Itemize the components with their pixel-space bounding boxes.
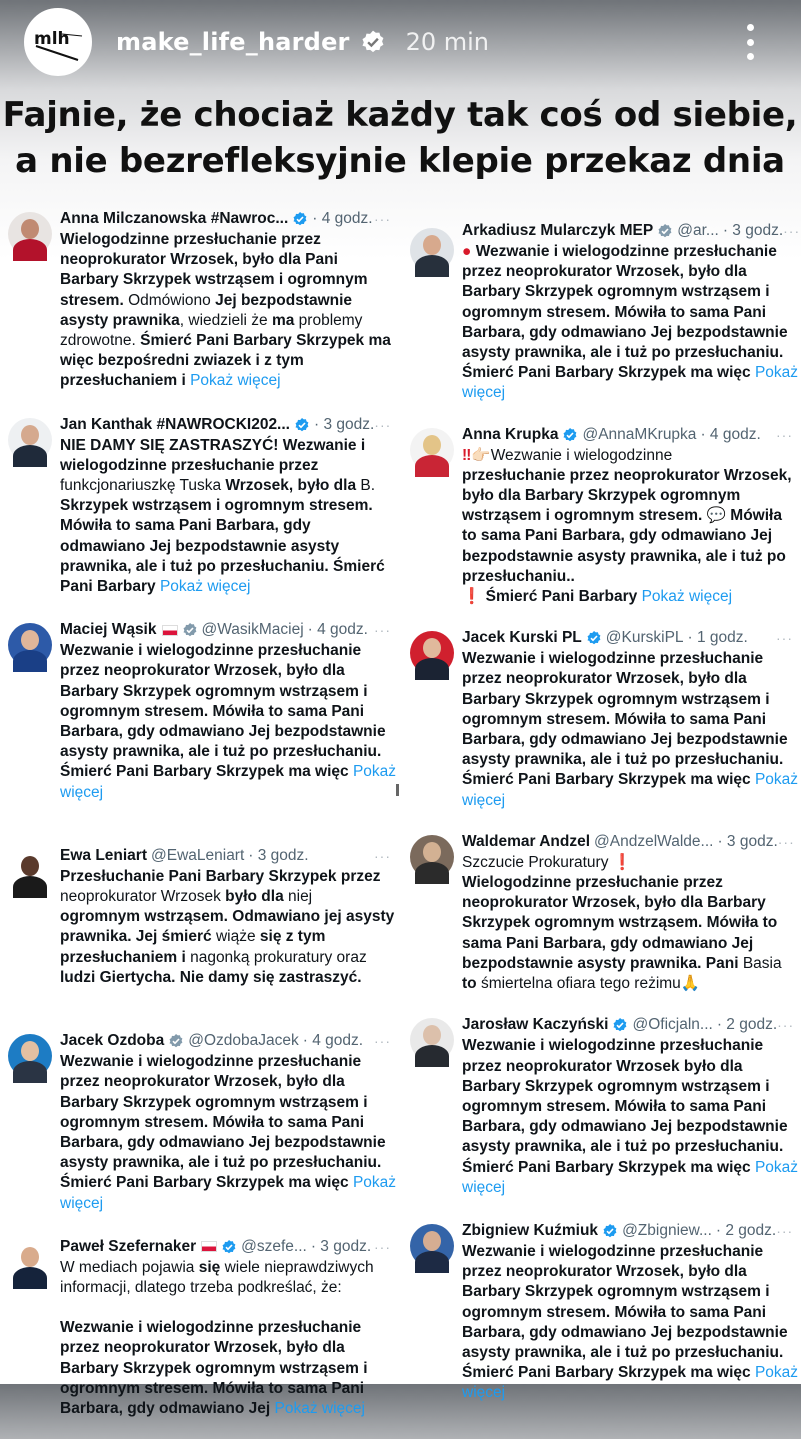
show-more-link[interactable]: Pokaż więcej (159, 578, 251, 596)
show-more-link[interactable]: Pokaż (754, 771, 799, 789)
author-handle[interactable]: @AndzelWalde... (594, 832, 714, 850)
verified-icon (294, 417, 310, 433)
author-handle[interactable]: @EwaLeniart (151, 846, 245, 864)
tweet-header (462, 424, 801, 446)
more-icon[interactable]: ··· (776, 1222, 794, 1239)
tweet-text: Wezwanie i wielogodzinne przesłuchanie przez neoprokurator Wrzosek, było dla Barbary Skrzypek ogromnym wstrząsem i ogromnym stresem. Mówiła to sama Pani Barbara, gdy odmawiano Jej bezpodstawnie asysty prawnika, ale i tuż po przesłuchaniu. Śmierć Pani Barbary Skrzypek ma więc Pokaż więcej (60, 642, 397, 801)
avatar[interactable] (24, 8, 92, 76)
tweet[interactable] (4, 1236, 399, 1419)
tweet-time: · 4 godz. (307, 621, 368, 639)
author-name[interactable]: Arkadiusz Mularczyk MEP (462, 222, 654, 239)
tweet-text: Wezwanie i wielogodzinne przesłuchanie przez neoprokurator Wrzosek, było dla Barbary Skrzypek ogromnym wstrząsem i ogromnym stresem. Mówiła to sama Pani Barbara, gdy odmawiano Jej bezpodstawnie asysty prawnika, ale i tuż po przesłuchaniu. Śmierć Pani Barbary Skrzypek ma więc Pokaż więcej (462, 1242, 799, 1402)
story-username[interactable]: make_life_harder (116, 28, 350, 56)
author-name[interactable]: Jacek Ozdoba (60, 1032, 165, 1050)
show-more-link[interactable]: Pokaż więcej (190, 372, 281, 390)
author-name[interactable]: Waldemar Andzel (462, 832, 591, 850)
red-circle-icon: ● (462, 243, 472, 260)
author-handle[interactable]: @OzdobaJacek (188, 1032, 299, 1050)
tweet[interactable] (406, 424, 801, 608)
exclamation-icon: ❗ (462, 588, 482, 606)
avatar[interactable] (410, 835, 454, 879)
tweet-header (60, 414, 399, 436)
tweet-time: · 3 godz. (313, 415, 375, 433)
tweet-text: NIE DAMY SIĘ ZASTRASZYĆ! Wezwanie i wielogodzinne przesłuchanie przez funkcjonariuszkę Tuska Wrzosek, było dla B. Skrzypek wstrząsem i ogromnym stresem. Mówiła to sama Pani Barbara, gdy odmawiano Jej bezpodstawnie asysty prawnika, ale i tuż po przesłuchaniu. Śmierć Pani Barbary Pokaż więcej (60, 436, 385, 596)
story-time: 20 min (405, 28, 490, 56)
tweet[interactable] (4, 1030, 399, 1214)
verified-icon (586, 630, 602, 646)
show-more-link[interactable]: więcej (462, 1178, 506, 1196)
tweet[interactable] (406, 220, 801, 404)
author-name[interactable]: Jarosław Kaczyński (462, 1016, 609, 1034)
tweet-time: · 1 godz. (687, 629, 748, 647)
avatar[interactable] (8, 849, 52, 893)
tweet-time: · 4 godz. (302, 1032, 364, 1050)
tweet-header (462, 831, 801, 853)
show-more-link[interactable]: Pokaż więcej (274, 1399, 365, 1417)
tweet[interactable] (4, 845, 399, 988)
author-handle[interactable]: @KurskiPL (605, 629, 684, 647)
avatar[interactable] (8, 623, 52, 667)
more-icon[interactable]: ··· (374, 211, 391, 227)
avatar[interactable] (410, 428, 454, 472)
avatar[interactable] (410, 1224, 454, 1268)
double-exclamation-icon: ‼ (462, 446, 472, 464)
verified-icon (182, 622, 198, 638)
author-name[interactable]: Zbigniew Kuźmiuk (462, 1221, 599, 1239)
author-handle[interactable]: @ar... (677, 222, 719, 239)
show-more-link[interactable]: więcej (60, 783, 104, 801)
tweet-text: Wielogodzinne przesłuchanie przez neoprokurator Wrzosek, było dla Pani Barbary Skrzypek wstrząsem i ogromnym stresem. Odmówiono Jej bezpodstawnie asysty prawnika, wiedzieli że ma problemy zdrowotne. Śmierć Pani Barbary Skrzypek ma więc bezpośredni zwiazek i z tym przesłuchaniem i Pokaż więcej (60, 231, 391, 390)
tweet-header (60, 1236, 399, 1258)
avatar[interactable] (410, 228, 454, 272)
tweet-text: Wezwanie i wielogodzinne przesłuchanie przez neoprokurator Wrzosek, było dla Barbary Skrzypek ogromnym wstrząsem i ogromnym stresem. Mówiła to sama Pani Barbara, gdy odmawiano Jej bezpodstawnie asysty prawnika, ale i tuż po przesłuchaniu. Śmierć Pani Barbary Skrzypek ma więc Pokaż więcej (462, 650, 799, 809)
show-more-link[interactable]: Pokaż (352, 1174, 397, 1192)
tweet-header (462, 220, 801, 242)
author-name[interactable]: Ewa Leniart (60, 846, 147, 864)
more-options-icon[interactable] (740, 24, 760, 60)
avatar[interactable] (8, 1240, 52, 1284)
left-column (4, 208, 399, 1439)
author-handle[interactable]: @WasikMaciej (201, 621, 304, 639)
tweet-header (60, 1030, 399, 1052)
more-icon[interactable]: ··· (374, 1033, 391, 1050)
show-more-link[interactable]: więcej (462, 1384, 506, 1402)
author-handle[interactable]: @szefe... (241, 1237, 307, 1255)
tweet[interactable] (406, 831, 801, 994)
more-icon[interactable]: ··· (777, 833, 795, 850)
tweet-header (60, 208, 399, 230)
more-icon[interactable]: ··· (783, 223, 801, 239)
more-icon[interactable]: ··· (374, 622, 391, 639)
exclamation-icon: ❗ (612, 853, 633, 871)
svg-text:mlh: mlh (34, 29, 70, 49)
show-more-link[interactable]: więcej (462, 791, 506, 809)
tweet[interactable] (4, 619, 399, 803)
tweet[interactable] (406, 627, 801, 811)
show-more-link[interactable]: Pokaż (352, 763, 397, 781)
tweet-text: ‼👉🏻Wezwanie i wielogodzinne przesłuchanie przez neoprokurator Wrzosek, było dla Barbary Skrzypek ogromnym wstrząsem i ogromnym stresem. 💬 Mówiła to sama Pani Barbara, gdy odmawiano Jej bezpodstawnie asysty prawnika, ale i tuż po przesłuchaniu.. ❗ Śmierć Pani Barbary Pokaż więcej (462, 446, 792, 606)
avatar[interactable] (8, 418, 52, 462)
tweet-text: Wezwanie i wielogodzinne przesłuchanie przez neoprokurator Wrzosek, było dla Barbary Skrzypek ogromnym wstrząsem i ogromnym stresem. Mówiła to sama Pani Barbara, gdy odmawiano Jej bezpodstawnie asysty prawnika, ale i tuż po przesłuchaniu. Śmierć Pani Barbary Skrzypek ma więc Pokaż więcej (60, 1053, 397, 1212)
tweet-header (60, 845, 399, 867)
headline (0, 92, 800, 184)
more-icon[interactable]: ··· (776, 630, 793, 647)
author-name[interactable]: Jacek Kurski PL (462, 629, 582, 647)
pointing-hand-icon: 👉🏻 (471, 446, 491, 464)
right-column (406, 220, 801, 1424)
tweet-time: · 3 godz. (722, 222, 784, 239)
author-name[interactable]: Jan Kanthak #NAWROCKI202... (60, 415, 290, 433)
author-name[interactable]: Anna Krupka (462, 425, 559, 443)
tweet[interactable] (406, 1014, 801, 1198)
tweet-header (462, 627, 801, 649)
author-handle[interactable]: @Zbigniew... (622, 1221, 712, 1239)
avatar[interactable] (410, 631, 454, 675)
verified-icon (360, 29, 386, 55)
headline-line-1: Fajnie, że chociaż każdy tak coś od siebie, (2, 95, 798, 135)
tweet-text: Przesłuchanie Pani Barbary Skrzypek przez neoprokurator Wrzosek było dla niej ogromnym wstrząsem. Odmawiano jej asysty prawnika. Jej śmierć wiąże się z tym przesłuchaniem i nagonką prokuratury oraz ludzi Giertycha. Nie damy się zastraszyć. (60, 867, 395, 986)
tweet-time: · 2 godz. (716, 1016, 778, 1034)
tweet-header (462, 1220, 801, 1242)
praying-hands-icon: 🙏 (680, 975, 701, 993)
tweet-text: Szczucie Prokuratury ❗ Wielogodzinne przesłuchanie przez neoprokurator Wrzosek, było dla Barbary Skrzypek ogromnym wstrząsem. Mówiła to sama Pani Barbara, gdy odmawiano Jej bezpodstawnie asysty prawnika. Pani Basia to śmiertelna ofiara tego reżimu🙏 (462, 853, 782, 993)
avatar[interactable] (410, 1018, 454, 1062)
mlh-logo-icon (28, 12, 88, 72)
verified-icon (292, 211, 308, 227)
tweet-text: ● Wezwanie i wielogodzinne przesłuchanie przez neoprokurator Wrzosek, było dla Barbary Skrzypek ogromnym wstrząsem i ogromnym stresem. Mówiła to sama Pani Barbara, gdy odmawiano Jej bezpodstawnie asysty prawnika, ale i tuż po przesłuchaniu. Śmierć Pani Barbary Skrzypek ma więc Pokaż więcej (462, 243, 799, 402)
avatar[interactable] (8, 1034, 52, 1078)
verified-icon (221, 1239, 237, 1255)
tweet-time: · 2 godz. (715, 1221, 777, 1239)
show-more-link[interactable]: Pokaż (754, 364, 799, 382)
headline-line-2: a nie bezrefleksyjnie klepie przekaz dnia (15, 141, 785, 181)
poland-flag-icon (162, 625, 178, 636)
more-icon[interactable]: ··· (374, 847, 391, 864)
tweet[interactable] (4, 414, 399, 598)
tweet[interactable] (4, 208, 399, 392)
more-icon[interactable]: ··· (374, 416, 392, 433)
verified-icon (657, 223, 673, 239)
more-icon[interactable]: ··· (777, 1017, 795, 1034)
tweet-header (60, 619, 399, 641)
verified-icon (602, 1223, 618, 1239)
author-name[interactable]: Paweł Szefernaker (60, 1237, 197, 1255)
show-more-link[interactable]: Pokaż (754, 1158, 799, 1176)
show-more-link[interactable]: Pokaż (754, 1364, 799, 1382)
tweet-time: · 3 godz. (717, 832, 778, 850)
tweet-header (462, 1014, 801, 1036)
author-handle[interactable]: @AnnaMKrupka (582, 425, 697, 443)
more-icon[interactable]: ··· (776, 426, 793, 443)
poland-flag-icon (201, 1241, 217, 1252)
tweet-text: W mediach pojawia się wiele nieprawdziwych informacji, dlatego trzeba podkreślać, że: Wezwanie i wielogodzinne przesłuchanie przez neoprokurator Wrzosek, było dla Barbary Skrzypek ogromnym wstrząsem i ogromnym stresem. Mówiła to sama Pani Barbara, gdy odmawiano Jej Pokaż więcej (60, 1258, 374, 1417)
verified-icon (562, 427, 578, 443)
speech-bubble-icon: 💬 (706, 507, 726, 525)
tweet-text: Wezwanie i wielogodzinne przesłuchanie przez neoprokurator Wrzosek było dla Barbary Skrzypek ogromnym wstrząsem i ogromnym stresem. Mówiła to sama Pani Barbara, gdy odmawiano Jej bezpodstawnie asysty prawnika, ale i tuż po przesłuchaniu. Śmierć Pani Barbary Skrzypek ma więc Pokaż więcej (462, 1037, 799, 1196)
show-more-link[interactable]: więcej (462, 384, 506, 402)
author-name[interactable]: Maciej Wąsik (60, 621, 157, 639)
show-more-link[interactable]: Pokaż więcej (641, 588, 733, 606)
tweet-time: · 3 godz. (310, 1237, 372, 1255)
author-handle[interactable]: @Oficjaln... (632, 1016, 713, 1034)
tweet-time: · 3 godz. (248, 846, 309, 864)
more-icon[interactable]: ··· (374, 1238, 391, 1255)
verified-icon (612, 1017, 628, 1033)
show-more-link[interactable]: więcej (60, 1194, 104, 1212)
verified-icon (168, 1033, 184, 1049)
tweet[interactable] (406, 1220, 801, 1404)
author-name[interactable]: Anna Milczanowska #Nawroc... (60, 210, 289, 227)
story-header (0, 0, 800, 84)
avatar[interactable] (8, 212, 52, 256)
tweet-time: · 4 godz. (700, 425, 761, 443)
tweet-time: · 4 godz. (312, 210, 373, 227)
